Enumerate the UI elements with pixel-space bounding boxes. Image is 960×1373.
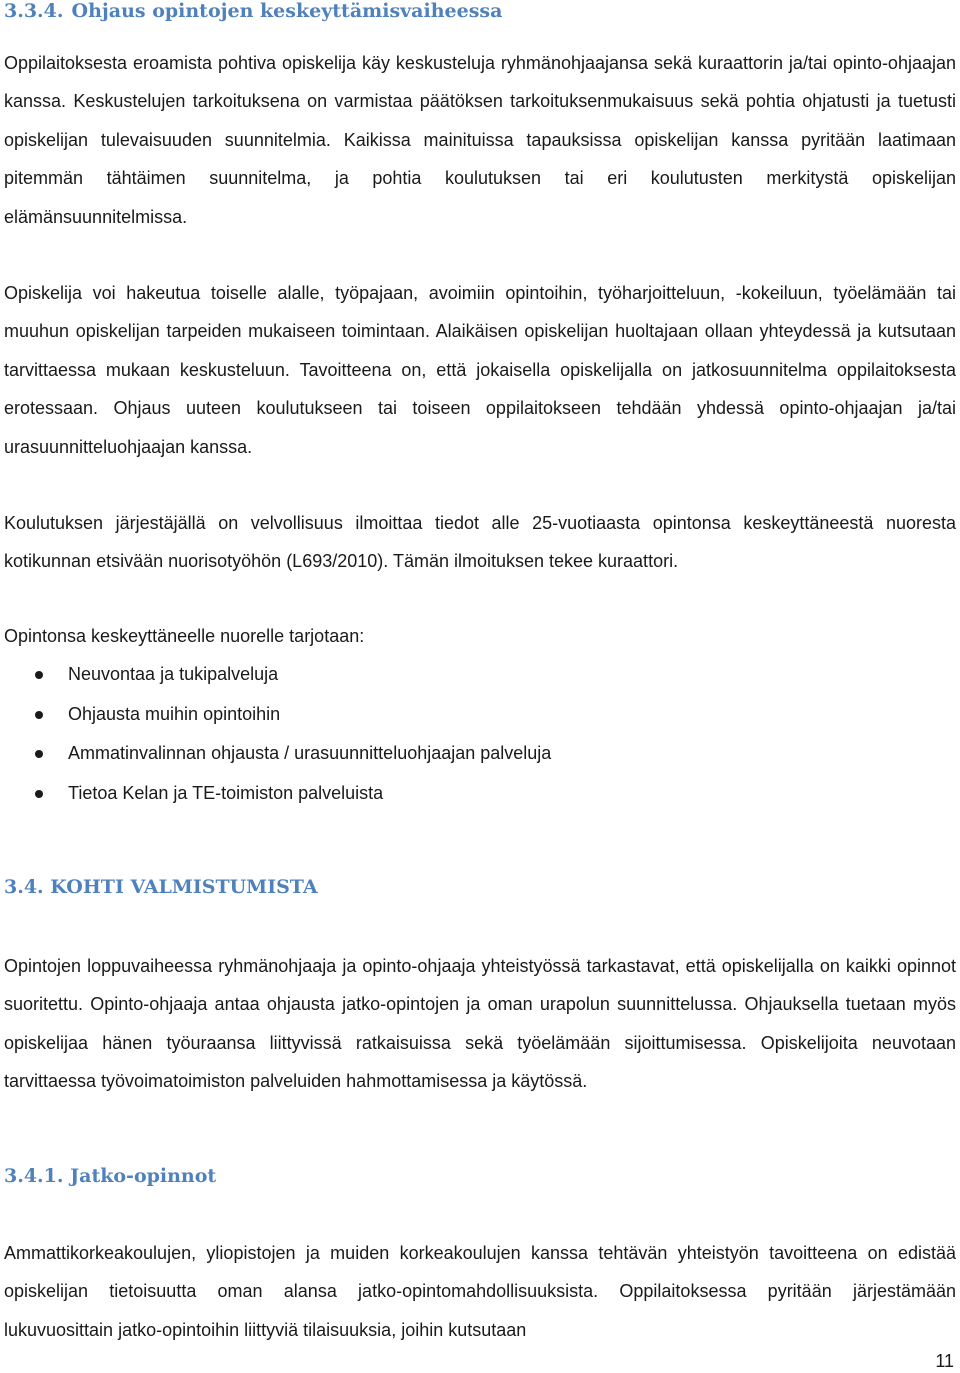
- paragraph-offer-intro: Opintonsa keskeyttäneelle nuorelle tarjotaan:: [4, 626, 365, 646]
- list-item: Tietoa Kelan ja TE-toimiston palveluista: [4, 774, 551, 814]
- paragraph-obligation: Koulutuksen järjestäjällä on velvollisuus ilmoittaa tiedot alle 25-vuotiaasta opintonsa keskeyttäneestä nuoresta kotikunnan etsivään nuorisotyöhön (L693/2010). Tämän ilmoituksen tekee kuraattori.: [4, 513, 956, 572]
- section-number: 3.4.1.: [4, 1165, 64, 1187]
- section-heading-3-4-1: [4, 1162, 216, 1190]
- bullet-icon: [35, 711, 43, 719]
- paragraph-discussions: Oppilaitoksesta eroamista pohtiva opiskelija käy keskusteluja ryhmänohjaajansa sekä kuraattorin ja/tai opinto-ohjaajan kanssa. Keskustelujen tarkoituksena on varmistaa päätöksen tarkoituksenmukaisuus sekä pohtia ohjatusti ja tuetusti opiskelijan tulevaisuuden suunnitelmia. Kaikissa mainituissa tapauksissa opiskelijan kanssa pyritään laatimaan pitemmän tähtäimen suunnitelma, ja pohtia koulutuksen tai eri koulutusten merkitystä opiskelijan elämänsuunnitelmissa.: [4, 53, 956, 227]
- paragraph-options: Opiskelija voi hakeutua toiselle alalle, työpajaan, avoimiin opintoihin, työharjoitteluun, -kokeiluun, työelämään tai muuhun opiskelijan tarpeiden mukaiseen toimintaan. Alaikäisen opiskelijan huoltajaan ollaan yhteydessä ja kutsutaan tarvittaessa mukaan keskusteluun. Tavoitteena on, että jokaisella opiskelijalla on jatkosuunnitelma oppilaitoksesta erotessaan. Ohjaus uuteen koulutukseen tai toiseen oppilaitokseen tehdään yhdessä opinto-ohjaajan ja/tai urasuunnitteluohjaajan kanssa.: [4, 283, 956, 457]
- bullet-icon: [35, 750, 43, 758]
- section-title: Ohjaus opintojen keskeyttämisvaiheessa: [71, 0, 503, 22]
- section-heading-3-3-4: [4, 0, 502, 25]
- offer-bullet-list: [4, 655, 551, 813]
- section-heading-3-4: [4, 873, 318, 901]
- section-title: Jatko-opinnot: [70, 1165, 217, 1187]
- bullet-icon: [35, 671, 43, 679]
- list-item: Ammatinvalinnan ohjausta / urasuunnitteluohjaajan palveluja: [4, 734, 551, 774]
- bullet-icon: [35, 790, 43, 798]
- paragraph-further-studies: Ammattikorkeakoulujen, yliopistojen ja muiden korkeakoulujen kanssa tehtävän yhteistyön tavoitteena on edistää opiskelijan tietoisuutta oman alansa jatko-opintomahdollisuuksista. Oppilaitoksessa pyritään järjestämään lukuvuosittain jatko-opintoihin liittyviä tilaisuuksia, joihin kutsutaan: [4, 1243, 956, 1340]
- section-number: 3.4.: [4, 876, 44, 898]
- list-item: Ohjausta muihin opintoihin: [4, 695, 551, 735]
- section-title: KOHTI VALMISTUMISTA: [50, 876, 318, 898]
- list-item: Neuvontaa ja tukipalveluja: [4, 655, 551, 695]
- paragraph-graduation: Opintojen loppuvaiheessa ryhmänohjaaja ja opinto-ohjaaja yhteistyössä tarkastavat, että opiskelijalla on kaikki opinnot suoritettu. Opinto-ohjaaja antaa ohjausta jatko-opintojen ja oman urapolun suunnittelussa. Ohjauksella tuetaan myös opiskelijaa hänen työuraansa liittyvissä ratkaisuissa sekä työelämään sijoittumisessa. Opiskelijoita neuvotaan tarvittaessa työvoimatoimiston palveluiden hahmottamisessa ja käytössä.: [4, 956, 956, 1092]
- page-number: 11: [935, 1351, 954, 1371]
- section-number: 3.3.4.: [4, 0, 64, 22]
